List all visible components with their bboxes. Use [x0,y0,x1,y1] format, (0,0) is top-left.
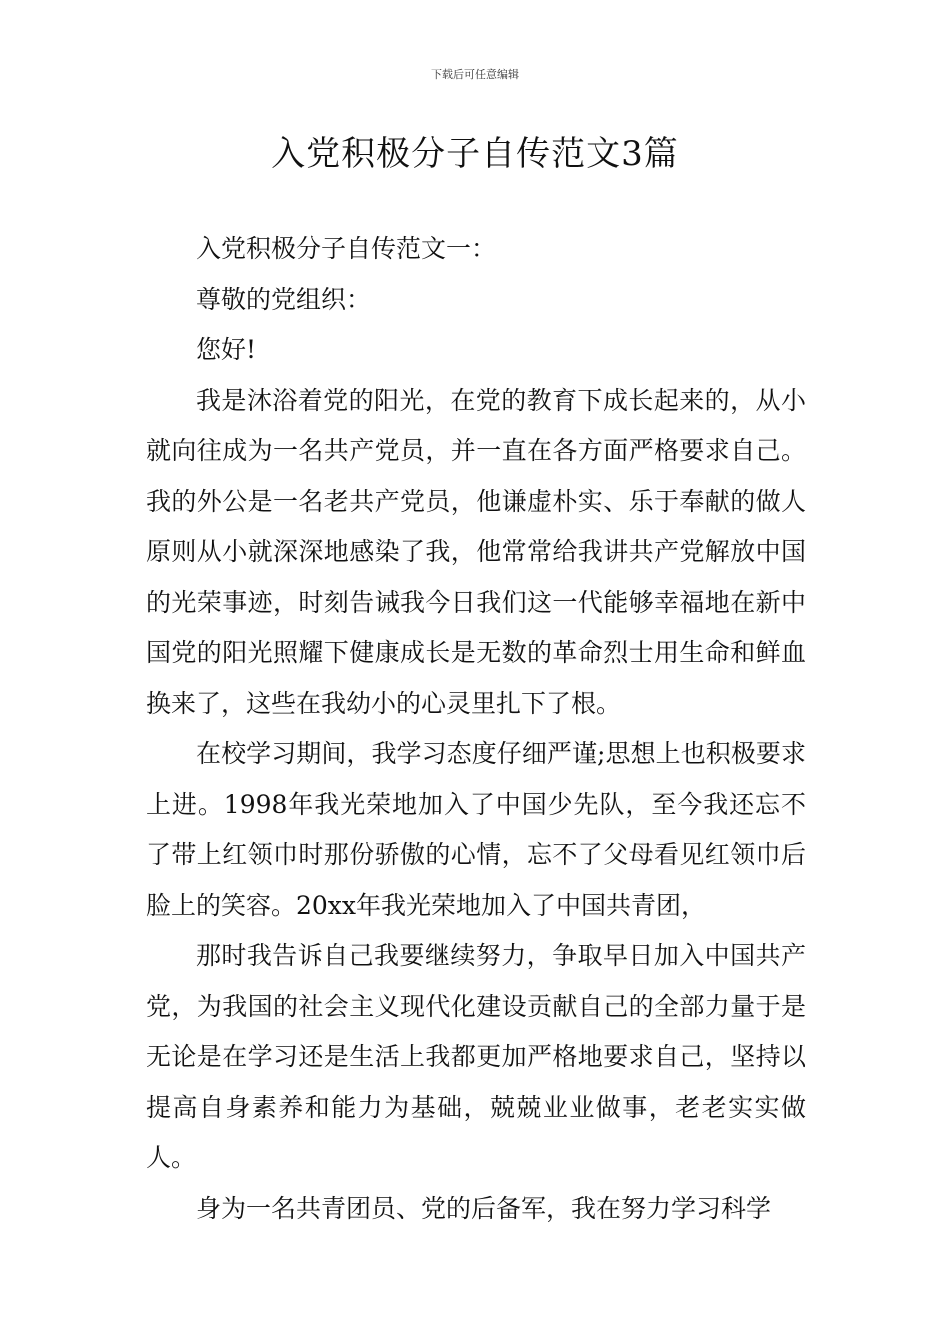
paragraph-greeting: 您好! [196,335,257,364]
paragraph-section-heading: 入党积极分子自传范文一： [196,234,497,263]
paragraph-body: 那时我告诉自己我要继续努力，争取早日加入中国共产党，为我国的社会主义现代化建设贡献自己的全部力量于是无论是在学习还是生活上我都更加严格地要求自己，坚持以提高自身素养和能力为基础，兢兢业业做事，老老实实做人。 [146,941,806,1172]
paragraph-body: 我是沐浴着党的阳光，在党的教育下成长起来的，从小就向往成为一名共产党员，并一直在各方面严格要求自己。我的外公是一名老共产党员，他谦虚朴实、乐于奉献的做人原则从小就深深地感染了我，他常常给我讲共产党解放中国的光荣事迹，时刻告诫我今日我们这一代能够幸福地在新中国党的阳光照耀下健康成长是无数的革命烈士用生命和鲜血换来了，这些在我幼小的心灵里扎下了根。 [146,385,806,718]
header-note: 下载后可任意编辑 [431,68,519,81]
paragraph-body: 在校学习期间，我学习态度仔细严谨;思想上也积极要求上进。1998年我光荣地加入了中国少先队，至今我还忘不了带上红领巾时那份骄傲的心情，忘不了父母看见红领巾后脸上的笑容。20xx年我光荣地加入了中国共青团， [146,739,806,920]
document-body [146,224,806,1234]
document-title: 入党积极分子自传范文3篇 [271,134,679,174]
paragraph-body: 身为一名共青团员、党的后备军，我在努力学习科学 [196,1193,772,1223]
paragraph-salutation: 尊敬的党组织： [196,284,372,314]
